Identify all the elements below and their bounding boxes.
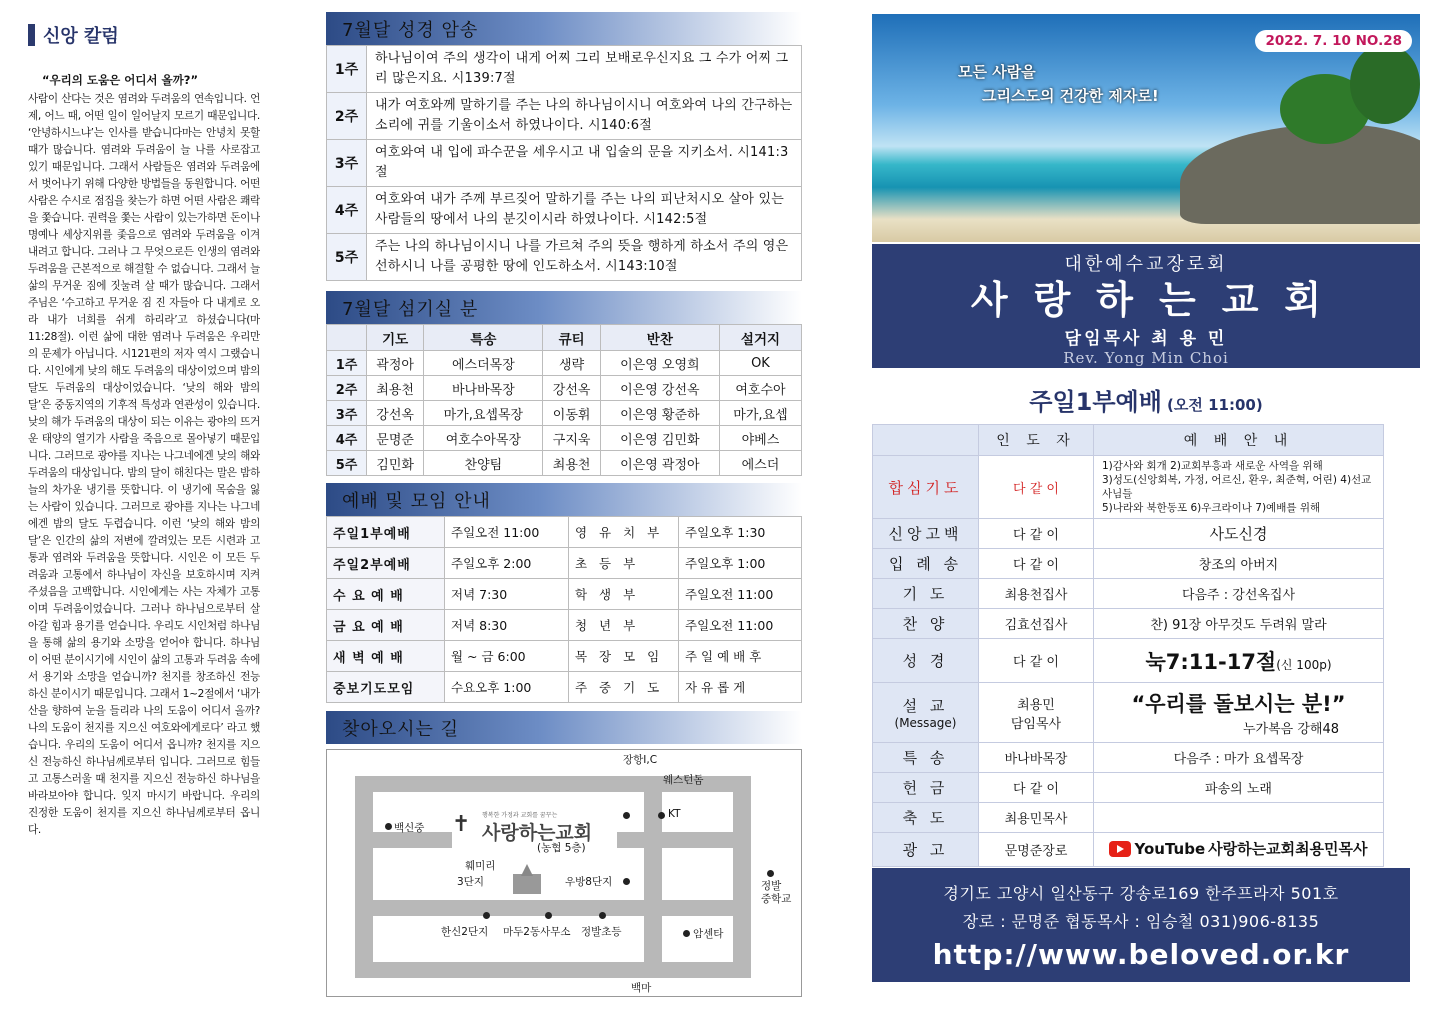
order-row (873, 773, 1384, 803)
table-cell: 이은영 황준하 (600, 401, 719, 426)
sermon-series: 누가복음 강해48 (1242, 722, 1339, 737)
week-cell: 4주 (327, 187, 367, 234)
week-cell: 2주 (327, 93, 367, 140)
header-cell: 큐티 (543, 325, 600, 351)
leader-name: 다 같 이 (1013, 655, 1059, 670)
table-cell: 주일오후 2:00 (445, 548, 569, 579)
order-row (873, 683, 1384, 743)
memory-table (326, 45, 802, 281)
table-cell: 강선옥 (543, 376, 600, 401)
table-cell: 이동휘 (543, 401, 600, 426)
order-item-label: 헌 금 (902, 779, 949, 797)
order-item-label: 설 교 (902, 697, 949, 715)
table-cell: 청 년 부 (569, 610, 679, 641)
table-cell: 이은영 강선옥 (600, 376, 719, 401)
order-item-label: 신앙고백 (888, 525, 963, 543)
map-road (355, 962, 751, 978)
table-row (327, 187, 802, 234)
table-row (327, 426, 802, 451)
verse-cell: 하나님이여 주의 생각이 내게 어찌 그리 보배로우신지요 그 수가 어찌 그리 많은지요. 시139:7절 (367, 46, 802, 93)
week-cell: 1주 (327, 351, 367, 376)
guide-text: 사도신경 (1209, 525, 1268, 543)
order-row (873, 803, 1384, 833)
table-cell: 수요오후 1:00 (445, 672, 569, 703)
table-row (327, 351, 802, 376)
leader-name: 최용민목사 (1004, 812, 1068, 827)
gatherings-heading: 예배 및 모임 안내 (326, 483, 802, 516)
week-cell: 3주 (327, 401, 367, 426)
leader-title: 담임목사 (1010, 716, 1062, 732)
map-marker (545, 912, 552, 919)
week-cell: 3주 (327, 140, 367, 187)
column-article (28, 22, 260, 988)
table-row (327, 46, 802, 93)
table-cell: 찬양팀 (424, 451, 543, 476)
map-heading: 찾아오시는 길 (326, 711, 802, 744)
leader-name: 다 같 이 (1013, 782, 1059, 797)
table-cell: 에스더 (719, 451, 801, 476)
map-label: 훼미리 (465, 860, 496, 872)
verse-cell: 여호와여 내 입에 파수꾼을 세우시고 내 입술의 문을 지키소서. 시141:3절 (367, 140, 802, 187)
table-cell: 목 장 모 임 (569, 641, 679, 672)
map-marker (385, 823, 392, 830)
week-cell: 5주 (327, 234, 367, 281)
order-item-label: 기 도 (902, 585, 949, 603)
church-title-box (872, 244, 1420, 368)
order-item-sub: (Message) (894, 716, 957, 730)
palm-tree (1350, 44, 1420, 124)
leader-name: 바나바목장 (1004, 752, 1068, 767)
table-cell: 이은영 곽정아 (600, 451, 719, 476)
leader-name: 김효선집사 (1004, 618, 1068, 633)
map-label: 마두2동사무소 (503, 926, 571, 938)
table-cell: 마가,요셉 (719, 401, 801, 426)
table-row (327, 140, 802, 187)
order-row (873, 579, 1384, 609)
leader-cell (979, 456, 1094, 519)
order-item (873, 833, 979, 867)
church-building-icon (507, 864, 547, 894)
map-label: 정발초등 (581, 926, 622, 938)
leader-cell (979, 683, 1094, 743)
order-item-label: 합심기도 (888, 478, 963, 497)
column-title: 신앙 칼럼 (43, 26, 119, 47)
gatherings-table (326, 516, 802, 703)
header-cell (873, 425, 979, 456)
table-row (327, 451, 802, 476)
table-cell: 이은영 김민화 (600, 426, 719, 451)
guide-cell (1094, 833, 1384, 867)
church-website[interactable]: http://www.beloved.or.kr (932, 938, 1350, 971)
table-header-row (327, 325, 802, 351)
order-item (873, 609, 979, 639)
leader-name: 다 같 이 (1013, 481, 1059, 497)
scripture-page: (신 100p) (1276, 657, 1332, 672)
meeting-name: 새 벽 예 배 (327, 641, 445, 672)
order-item-label: 입 례 송 (888, 555, 962, 573)
map-label: 3단지 (457, 876, 484, 888)
guide-cell (1094, 609, 1384, 639)
service-name: 주일1부예배 (1029, 388, 1162, 416)
table-cell: 이은영 오영희 (600, 351, 719, 376)
header-cell: 반찬 (600, 325, 719, 351)
leader-cell (979, 519, 1094, 549)
week-cell: 4주 (327, 426, 367, 451)
meeting-name: 주일2부예배 (327, 548, 445, 579)
guide-cell (1094, 683, 1384, 743)
leader-name: 문명준장로 (1004, 844, 1068, 859)
bulletin-date: 2022. 7. 10 NO.28 (1255, 30, 1412, 52)
youtube-wordmark: YouTube (1134, 839, 1206, 858)
verse-cell: 여호와여 내가 주께 부르짖어 말하기를 주는 나의 피난처시오 살아 있는 사람들의 땅에서 나의 분깃이시라 하였나이다. 시142:5절 (367, 187, 802, 234)
table-cell: 주일오후 1:00 (679, 548, 802, 579)
leader-name: 다 같 이 (1013, 558, 1059, 573)
table-row (327, 579, 802, 610)
map-marker (683, 930, 690, 937)
map-label: KT (668, 808, 681, 820)
youtube-channel-name: 사랑하는교회최용민목사 (1208, 840, 1368, 859)
table-cell: 주일오전 11:00 (679, 579, 802, 610)
table-cell: 여호수아목장 (424, 426, 543, 451)
guide-text: 창조의 아버지 (1198, 558, 1279, 573)
table-cell: 월 ~ 금 6:00 (445, 641, 569, 672)
header-cell: 예 배 안 내 (1094, 425, 1384, 456)
order-row (873, 456, 1384, 519)
table-cell: 곽정아 (367, 351, 424, 376)
guide-text: 다음주 : 마가 요셉목장 (1173, 752, 1304, 767)
youtube-icon (1109, 841, 1131, 857)
order-row (873, 639, 1384, 683)
order-row (873, 743, 1384, 773)
map-road (355, 900, 751, 916)
table-cell: 초 등 부 (569, 548, 679, 579)
article-body: 사람이 산다는 것은 염려와 두려움의 연속입니다. 언제, 어느 때, 어떤 일이 일어날지 모르기 때문입니다. ‘안녕하시느냐’는 인사를 받습니다마는 안녕치 못할 때가 많습니다. 염려와 두려움이 늘 나를 사로잡고 있기 때문입니다. 그래서 사람들은 염려와 두려움에서 벗어나기 위해 다양한 방법들을 동원합니다. 어떤 사람은 수시로 점집을 찾는가 하면 어떤 사람은 쾌락을 쫓습니다. 권력을 쫓는 사람이 있는가하면 돈이나 명예나 세상지위를 좇음으로 염려와 두려움을 이겨내려고 합니다. 그러나 그 무엇으로든 인생의 염려와 두려움을 근본적으로 해결할 수 없습니다. 그래서 늘 삶의 무거운 짐에 짓눌려 살 때가 많습니다. 그래서 주님은 ‘수고하고 무거운 짐 진 자들아 다 내게로 오라 내가 너희를 쉬게 하리라’고 하셨습니다(마 11:28절). 이런 삶에 대한 염려나 두려움은 우리만의 문제가 아닙니다. 시121편의 저자 역시 그랬습니다. 시인에게 낮의 해도 두려움의 대상이었으며 밤의 달도 두려움의 대상이었습니다. ‘낮의 해와 밤의 달’은 중동지역의 기후적 특성과 연관성이 있습니다. 낮의 해가 두려움의 대상이 되는 이유는 광야의 뜨거운 태양의 열기가 사람을 죽음으로 몰아넣기 때문입니다. 그러므로 광야를 지나는 나그네에겐 낮의 해와 두려움의 대상입니다. 밤의 달이 해친다는 말은 밤하늘의 차가운 냉기를 뜻합니다. 이 냉기에 목숨을 잃는 사람이 있습니다. 그러므로 광야를 지나는 나그네에겐 밤의 달도 두렵습니다. 이런 ‘낮의 해와 밤의 달’은 인간의 삶의 저변에 깔려있는 모든 시련과 고통과 염려와 두려움을 뜻합니다. 시인은 이 모든 두려움과 고통에서 하나님이 자신을 보호하시며 지켜주셨음을 고백합니다. 시인에게는 사는 자체가 고통이며 두려움이었습니다. 그러나 하나님으로부터 살아갈 힘과 용기를 얻습니다. 우리도 시인처럼 하나님을 통해 삶의 용기와 소망을 얻어야 합니다. 하나님이 어떤 분이시기에 시인이 삶의 고통과 두려움 속에서 용기와 소망을 얻습니까? 천지를 창조하신 전능하신 분이시기 때문입니다. 그래서 1~2절에서 ‘내가 산을 향하여 눈을 들리라 나의 도움이 어디서 올까? 나의 도움이 천지를 지으신 여호와에게로다’ 라고 했습니다. 우리의 도움이 어디서 옵니까? 천지를 지으신 전능하신 하나님께로부터 입니다. 그러므로 힘들고 고통스러울 때 천지를 지으신 전능하신 하나님을 바라보아야 합니다. 잊지 마시기 바랍니다. 우리의 진정한 도움이 천지를 지으신 하나님께로부터 옵니다. (28, 93, 260, 836)
guide-cell (1094, 579, 1384, 609)
leader-cell (979, 609, 1094, 639)
order-row (873, 519, 1384, 549)
table-header-row (873, 425, 1384, 456)
meeting-name: 수 요 예 배 (327, 579, 445, 610)
scripture-reference: 눅7:11-17절 (1145, 649, 1277, 674)
serve-heading: 7월달 섬기실 분 (326, 291, 802, 324)
map-label: 한신2단지 (441, 926, 489, 938)
guide-cell (1094, 519, 1384, 549)
map-label: 백신중 (394, 822, 425, 834)
table-cell: 에스더목장 (424, 351, 543, 376)
table-row (327, 234, 802, 281)
order-item-label: 특 송 (902, 749, 949, 767)
guide-cell (1094, 803, 1384, 833)
guide-text: 다음주 : 강선옥집사 (1181, 588, 1296, 603)
table-row (327, 610, 802, 641)
header-cell (327, 325, 367, 351)
table-cell: 주일오전 11:00 (679, 610, 802, 641)
table-row (327, 672, 802, 703)
map-marker (623, 812, 630, 819)
prayer-topics: 1)감사와 회개 2)교회부흥과 새로운 사역을 위해 3)성도(신앙회복, 가정, 어르신, 환우, 최준혁, 어린) 4)선교사님들 5)나라와 북한동포 6)우크라이나 7)예배를 위해 (1102, 460, 1372, 514)
map-label: 정발 중학교 (761, 880, 792, 905)
denomination: 대한예수교장로회 (1064, 254, 1228, 275)
leader-cell (979, 773, 1094, 803)
church-logo (452, 810, 617, 854)
middle-column (326, 12, 802, 997)
order-item-label: 광 고 (902, 841, 949, 859)
table-cell: OK (719, 351, 801, 376)
table-cell: 주일오전 11:00 (445, 517, 569, 548)
guide-text: 파송의 노래 (1205, 782, 1272, 797)
table-cell: 강선옥 (367, 401, 424, 426)
order-item (873, 773, 979, 803)
service-title (872, 382, 1420, 414)
table-cell: 최용천 (367, 376, 424, 401)
meeting-name: 주일1부예배 (327, 517, 445, 548)
map-road (355, 776, 373, 978)
table-cell: 영 유 치 부 (569, 517, 679, 548)
table-cell: 김민화 (367, 451, 424, 476)
slogan-line-1: 모든 사람을 (958, 63, 1036, 81)
slogan-line-2: 그리스도의 건강한 제자로! (982, 87, 1159, 105)
order-of-worship (872, 424, 1384, 867)
table-row (327, 641, 802, 672)
leader-name: 다 같 이 (1013, 528, 1059, 543)
church-address: 경기도 고양시 일산동구 강송로169 한주프라자 501호 (943, 884, 1339, 903)
order-item (873, 683, 979, 743)
header-cell: 인 도 자 (979, 425, 1094, 456)
header-cell: 설거지 (719, 325, 801, 351)
pastor-english-name: Rev. Yong Min Choi (1063, 349, 1229, 367)
sermon-title: “우리를 돌보시는 분!” (1131, 692, 1346, 716)
church-name: 사랑하는교회 (970, 278, 1348, 322)
map-label: 암센타 (693, 928, 724, 940)
service-time: (오전 11:00) (1167, 396, 1263, 414)
island-rock (1180, 124, 1420, 224)
table-cell: 주 일 예 배 후 (679, 641, 802, 672)
table-cell: 바나바목장 (424, 376, 543, 401)
map-label: 장항I,C (623, 754, 658, 766)
header-cell: 기도 (367, 325, 424, 351)
order-item (873, 803, 979, 833)
church-floor: (농협 5층) (537, 842, 586, 854)
order-item (873, 549, 979, 579)
table-cell: 자 유 롭 게 (679, 672, 802, 703)
table-cell: 주일오후 1:30 (679, 517, 802, 548)
leader-cell (979, 743, 1094, 773)
church-tagline: 행복한 가정과 교회를 꿈꾸는 (482, 812, 558, 819)
serve-table (326, 324, 802, 476)
table-cell: 최용천 (543, 451, 600, 476)
guide-text: 찬) 91장 아무것도 두려워 말라 (1150, 618, 1327, 633)
table-cell: 마가,요셉목장 (424, 401, 543, 426)
table-row (327, 376, 802, 401)
memory-heading: 7월달 성경 암송 (326, 12, 802, 45)
church-footer (872, 868, 1410, 982)
map-marker (483, 912, 490, 919)
order-row (873, 609, 1384, 639)
map-marker (599, 912, 606, 919)
map-label: 백마 (631, 982, 652, 994)
right-column (872, 14, 1420, 982)
meeting-name: 중보기도모임 (327, 672, 445, 703)
church-slogan (958, 60, 1159, 108)
church-contact: 장로 : 문명준 협동목사 : 임승철 031)906-8135 (962, 912, 1320, 931)
map-label: 웨스턴돔 (663, 774, 704, 786)
map-marker (623, 878, 630, 885)
leader-cell (979, 833, 1094, 867)
order-item (873, 743, 979, 773)
table-cell: 야베스 (719, 426, 801, 451)
guide-cell (1094, 743, 1384, 773)
table-cell: 여호수아 (719, 376, 801, 401)
order-item (873, 519, 979, 549)
article-question: “우리의 도움은 어디서 올까?” (42, 73, 198, 87)
header-cell: 특송 (424, 325, 543, 351)
table-cell: 주 중 기 도 (569, 672, 679, 703)
cross-icon: ✝ (452, 812, 471, 837)
guide-cell (1094, 456, 1384, 519)
guide-cell (1094, 639, 1384, 683)
order-item (873, 639, 979, 683)
leader-cell (979, 803, 1094, 833)
order-row (873, 833, 1384, 867)
table-cell: 생략 (543, 351, 600, 376)
column-heading (28, 22, 260, 48)
leader-cell (979, 579, 1094, 609)
leader-name: 최용민 (1017, 697, 1055, 713)
guide-cell (1094, 549, 1384, 579)
week-cell: 5주 (327, 451, 367, 476)
table-row (327, 93, 802, 140)
order-item-label: 성 경 (902, 652, 949, 670)
map-road (644, 776, 662, 978)
table-cell: 저녁 8:30 (445, 610, 569, 641)
order-item (873, 456, 979, 519)
map-marker (658, 812, 665, 819)
order-row (873, 549, 1384, 579)
map-road (733, 776, 751, 978)
youtube-channel-link[interactable] (1109, 838, 1367, 859)
verse-cell: 주는 나의 하나님이시니 나를 가르쳐 주의 뜻을 행하게 하소서 주의 영은 선하시니 나를 공평한 땅에 인도하소서. 시143:10절 (367, 234, 802, 281)
table-row (327, 401, 802, 426)
table-cell: 문명준 (367, 426, 424, 451)
map-marker (767, 870, 774, 877)
order-item-label: 찬 양 (902, 615, 949, 633)
order-item-label: 축 도 (902, 809, 949, 827)
verse-cell: 내가 여호와께 말하기를 주는 나의 하나님이시니 여호와여 나의 간구하는 소리에 귀를 기울이소서 하였나이다. 시140:6절 (367, 93, 802, 140)
table-cell: 구지욱 (543, 426, 600, 451)
week-cell: 2주 (327, 376, 367, 401)
week-cell: 1주 (327, 46, 367, 93)
guide-cell (1094, 773, 1384, 803)
leader-name: 최용천집사 (1004, 588, 1068, 603)
heading-bar (28, 24, 35, 46)
table-cell: 저녁 7:30 (445, 579, 569, 610)
map-label: 우방8단지 (565, 876, 613, 888)
church-name: 사랑하는교회 (482, 822, 593, 844)
table-row (327, 548, 802, 579)
beach-banner (872, 14, 1420, 242)
order-item (873, 579, 979, 609)
table-row (327, 517, 802, 548)
leader-cell (979, 549, 1094, 579)
senior-pastor: 담임목사 최 용 민 (1064, 329, 1228, 349)
meeting-name: 금 요 예 배 (327, 610, 445, 641)
table-cell: 학 생 부 (569, 579, 679, 610)
leader-cell (979, 639, 1094, 683)
directions-map (326, 749, 802, 997)
